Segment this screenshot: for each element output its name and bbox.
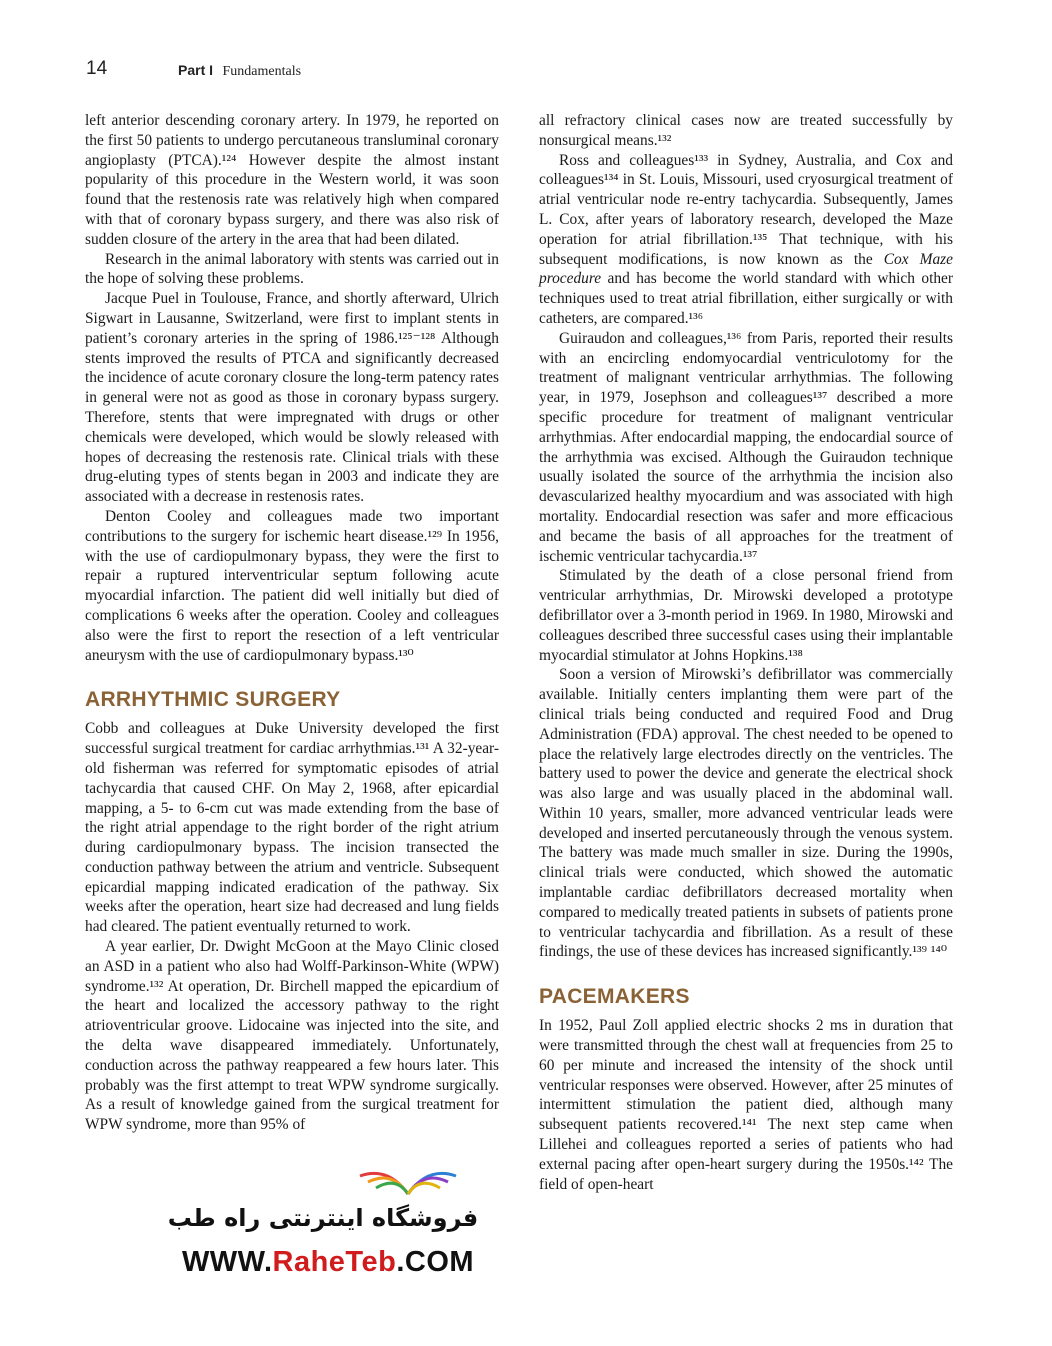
right-paragraph-2	[539, 151, 953, 329]
right-paragraph-1: all refractory clinical cases now are treated successfully by nonsurgical means.¹³²	[539, 112, 953, 149]
page-number: 14	[86, 58, 108, 79]
left-paragraph-4: Denton Cooley and colleagues made two important contributions to the surgery for ischemic heart disease.¹²⁹ In 1956, with the use of cardiopulmonary bypass, they were the first to repair a ruptured interventricular septum following acute myocardial infarction. The patient did well initially but died of complications 6 weeks after the operation. Cooley and colleagues also were the first to report the resection of a left ventricular aneurysm with the use of cardiopulmonary bypass.¹³⁰	[85, 507, 499, 664]
section-heading-arrhythmic-surgery: ARRHYTHMIC SURGERY	[85, 688, 341, 712]
right-column	[539, 111, 953, 1194]
right-paragraph-2-text: Ross and colleagues¹³³ in Sydney, Australia, and Cox and colleagues¹³⁴ in St. Louis, Missouri, used cryosurgical treatment of atrial ventricular node re-entry tachycardia. Subsequently, James L. Cox, after years of laboratory research, developed the Maze operation for atrial fibrillation.¹³⁵ That technique, with his subsequent modifications, is now known as the	[539, 151, 953, 268]
right-paragraph-2-tail: and has become the world standard with which other techniques used to treat atrial fibrillation, either surgically or with catheters, are compared.¹³⁶	[539, 270, 953, 327]
left-column	[85, 111, 499, 1135]
watermark	[118, 1158, 538, 1288]
watermark-url	[128, 1246, 528, 1279]
cox-maze-emphasis: Cox Maze procedure	[539, 250, 953, 288]
watermark-url-suffix: .COM	[396, 1246, 475, 1278]
left-paragraph-2: Research in the animal laboratory with stents was carried out in the hope of solving these problems.	[85, 250, 499, 288]
right-paragraph-5: Soon a version of Mirowski’s defibrillator was commercially available. Initially centers implanting them were part of the clinical trials being conducted and required Food and Drug Administration (FDA) approval. The chest needed to be opened to place the relatively large electrodes directly on the ventricles. The battery used to power the device and generate the electrical shock was also large and was usually placed in the abdominal wall. Within 10 years, smaller, more advanced ventricular leads were developed and inserted percutaneously through the venous system. The battery was made much smaller in size. During the 1990s, clinical trials were conducted, which showed the automatic implantable cardiac defibrillators decreased mortality when compared to medically treated patients in subsets of patients prone to ventricular tachycardia and fibrillation. As a result of these findings, the use of these devices has increased significantly.¹³⁹ ¹⁴⁰	[539, 666, 953, 961]
section-heading-pacemakers: PACEMAKERS	[539, 985, 690, 1009]
watermark-url-brand: RaheTeb	[272, 1246, 397, 1278]
book-logo-icon	[348, 1160, 468, 1200]
right-paragraph-6: In 1952, Paul Zoll applied electric shocks 2 ms in duration that were transmitted through the chest wall at frequencies from 25 to 60 per minute and increased the intensity of the shock until ventricular responses were observed. However, after 25 minutes of intermittent stimulation the patient died, although many subsequent patients recovered.¹⁴¹ The next step came when Lillehei and colleagues reported a series of patients who had external pacing after open-heart surgery during the 1950s.¹⁴² The field of open-heart	[539, 1017, 953, 1193]
right-paragraph-3: Guiraudon and colleagues,¹³⁶ from Paris, reported their results with an encircling endomyocardial ventriculotomy for the treatment of malignant ventricular arrhythmias. The following year, in 1979, Josephson and colleagues¹³⁷ described a more specific procedure for treatment of malignant ventricular arrhythmias. After endocardial mapping, the endocardial source of the arrhythmia was excised. Although the Guiraudon technique usually isolated the source of the arrhythmia the incision also devascularized healthy myocardium and was associated with high mortality. Endocardial resection was safer and more efficacious and became the basis of all approaches for the treatment of ischemic ventricular tachycardia.¹³⁷	[539, 329, 953, 565]
left-paragraph-3: Jacque Puel in Toulouse, France, and shortly afterward, Ulrich Sigwart in Lausanne, Switzerland, were first to implant stents in patient’s coronary arteries in the spring of 1986.¹²⁵⁻¹²⁸ Although stents improved the results of PTCA and significantly decreased the incidence of acute coronary closure the long-term patency rates in general were not as good as those in coronary bypass surgery. Therefore, stents that were impregnated with drugs or other chemicals were developed, which would be slowly released with hopes of decreasing the restenosis rate. Clinical trials with these drug-eluting types of stents began in 2003 and indicate they are associated with a decrease in restenosis rates.	[85, 290, 499, 506]
watermark-persian-text: فروشگاه اینترنتی راه طب	[118, 1204, 528, 1232]
left-paragraph-6: A year earlier, Dr. Dwight McGoon at the Mayo Clinic closed an ASD in a patient who also had Wolff-Parkinson-White (WPW) syndrome.¹³² At operation, Dr. Birchell mapped the epicardium of the heart and localized the accessory pathway to the right atrioventricular groove. Lidocaine was injected into the site, and the delta wave disappeared immediately. Unfortunately, conduction across the pathway reappeared a few hours later. This probably was the first attempt to treat WPW syndrome surgically. As a result of knowledge gained from the surgical treatment for WPW syndrome, more than 95% of	[85, 938, 499, 1134]
running-head-part: Part I	[178, 62, 214, 78]
left-paragraph-5: Cobb and colleagues at Duke University developed the first successful surgical treatment for cardiac arrhythmias.¹³¹ A 32-year-old fisherman was referred for symptomatic episodes of atrial tachycardia that caused CHF. On May 2, 1968, after epicardial mapping, a 5- to 6-cm cut was made extending from the base of the right atrial appendage to the right border of the right atrium during cardiopulmonary bypass. The incision transected the conduction pathway between the atrium and ventricle. Subsequent epicardial mapping indicated eradication of the pathway. Six weeks after the operation, heart size had decreased and lung fields had cleared. The patient eventually returned to work.	[85, 720, 499, 936]
watermark-url-prefix: WWW.	[181, 1246, 273, 1278]
right-paragraph-4: Stimulated by the death of a close personal friend from ventricular arrhythmias, Dr. Mirowski developed a prototype defibrillator over a 3-month period in 1969. In 1980, Mirowski and colleagues described three successful cases using their implantable myocardial stimulator at Johns Hopkins.¹³⁸	[539, 567, 953, 664]
running-head	[178, 62, 301, 80]
left-paragraph-1: left anterior descending coronary artery. In 1979, he reported on the first 50 patients to undergo percutaneous transluminal coronary angioplasty (PTCA).¹²⁴ However despite the almost instant popularity of this procedure in the Western world, it was soon found that the restenosis rate was relatively high when compared with that of coronary bypass surgery, and there was also risk of sudden closure of the artery in the area that had been dilated.	[85, 112, 499, 248]
running-head-section: Fundamentals	[222, 64, 302, 79]
